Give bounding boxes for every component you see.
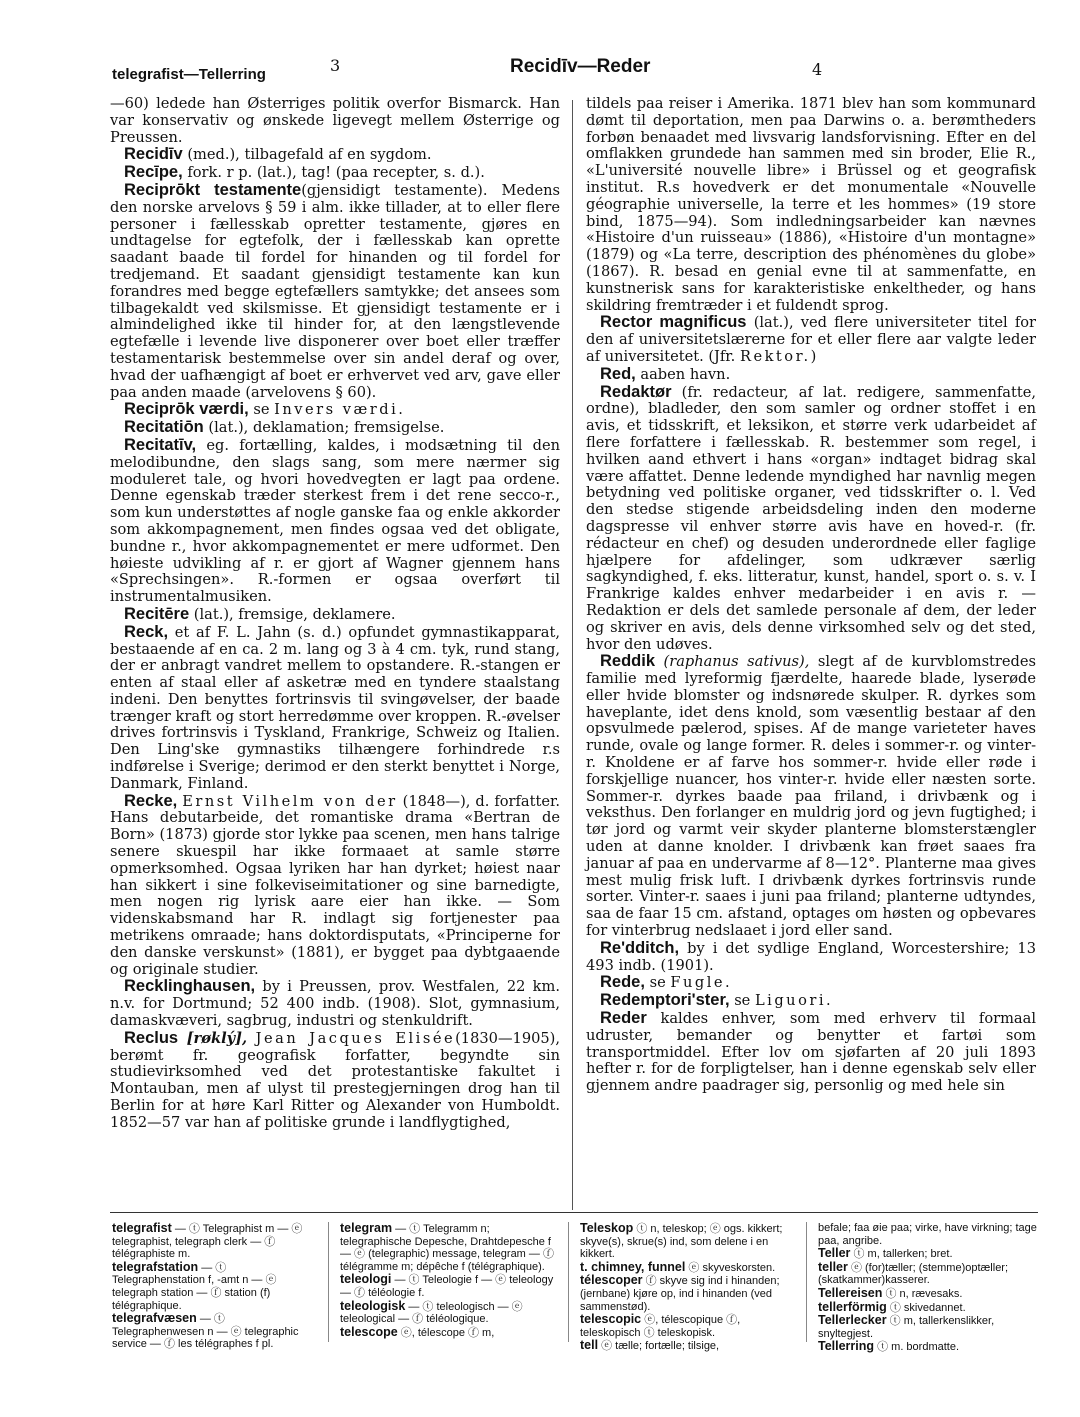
glossary-entry: Tellerring ⓣ m. bordmatte. <box>818 1339 960 1354</box>
glossary-entry: teller ⓔ (for)tæller; (stemme)optæller; (skatkammer)kasserer. <box>818 1259 1009 1287</box>
glossary-column-3 <box>580 1222 794 1353</box>
glossary-column-4 <box>818 1222 1038 1354</box>
entry-rede: Rede, se Fugle. <box>600 973 733 992</box>
headword: Recitatīv, <box>124 435 197 454</box>
entry-redditch: Re'dditch, by i det sydlige England, Worcestershire; 13 493 indb. (1901). <box>586 938 1036 974</box>
glossary-entry: telegram — ⓣ Telegramm n; telegraphische Depesche, Drahtdepesche f — ⓔ (telegraphic) message, telegram — ⓕ télégramme m; dépêche f (télégraphique). <box>340 1221 554 1273</box>
glossary-entry: télescoper ⓕ skyve sig ind i hinanden; (jernbane) kjøre op, ind i hinanden (ved sammenstød). <box>580 1273 780 1313</box>
page-header <box>0 0 1080 100</box>
headword: Reciprōkt testamente <box>124 180 302 199</box>
glossary-entry: tellerförmig ⓣ skivedannet. <box>818 1299 966 1314</box>
entry-recklinghausen: Recklinghausen, by i Preussen, prov. Westfalen, 22 km. n.v. for Dortmund; 52 400 indb. (1908). Slot, gymnasium, damaskvæveri, sagbrug, industri og stenkuldrift. <box>110 977 560 1030</box>
entry-reclus: Reclus [røklý], Jean Jacques Elisée(1830—1905), berømt fr. geografisk forfatter, begyndte sin studievirksomhed ved det protestantiske fakultet i Montauban, men af ulyst til prestegjerningen drog han til Berlin for at høre Karl Ritter og Alexander von Humboldt. 1852—57 var han af politiske grunde i landflygtighed, <box>110 1028 561 1131</box>
headword: Reclus <box>124 1028 179 1047</box>
running-head-center: Recidīv—Reder <box>510 56 651 77</box>
headword: Reddik <box>600 652 656 671</box>
headword: Reck, <box>124 622 169 641</box>
glossary-entry: tell ⓔ tælle; fortælle; tilsige, <box>580 1338 720 1353</box>
glossary-entry: telegrafvæsen — ⓣ Telegraphenwesen n — ⓔ telegraphic service — ⓕ les télégraphes f pl. <box>112 1311 299 1351</box>
entry-reck: Reck, et af F. L. Jahn (s. d.) opfundet gymnastikapparat, bestaaende af en ca. 2 m. lang og 3 à 4 cm. tyk, rund stang, der er anbragt vandret mellem to opstandere. R.-stangen er enten af staal eller af asketræ med en tyndere staalstang indeni. Den benyttes fortrinsvis til svingøvelser, der baade trænger kraft og stort herredømme over kroppen. R.-øvelser drives fortrinsvis i Tyskland, Frankrige, Schweiz og Italien. Den Ling'ske gymnastiks tilhængere forhindrede r.s indførelse i Sverige; derimod er den sterkt benyttet i Norge, Danmark, Finland. <box>110 622 560 792</box>
entry-recipe: Recīpe, fork. r p. (lat.), tag! (paa recepter, s. d.). <box>124 163 485 182</box>
glossary-entry: telescopic ⓔ, télescopique ⓕ, teleskopisch ⓣ teleskopisk. <box>580 1312 741 1339</box>
glossary-entry: Tellerlecker ⓣ m, tallerkenslikker, snyltegjest. <box>818 1313 995 1340</box>
glossary-entry: telegrafist — ⓣ Telegraphist m — ⓔ telegraphist, telegraph clerk — ⓕ télégraphiste m. <box>112 1221 303 1261</box>
glossary-entry: Teleskop ⓣ n, teleskop; ⓔ ogs. kikkert; skyve(s), skrue(s) ind, som delene i en kikkert. <box>580 1221 783 1261</box>
glossary-entry: telescope ⓔ, télescope ⓕ m, <box>340 1324 495 1339</box>
glossary-entry: teleologi — ⓣ Teleologie f — ⓔ teleology — ⓕ téléologie f. <box>340 1272 554 1299</box>
glossary-entry: befale; faa øie paa; virke, have virkning; tage paa, angribe. <box>818 1222 1037 1247</box>
person-name: Ernst Vilhelm von der <box>182 792 398 810</box>
headword: Redemptori'ster, <box>600 991 730 1010</box>
cross-reference: Fugle. <box>670 974 733 992</box>
entry-continuation: tildels paa reiser i Amerika. 1871 blev han som kommunard dømt til deportation, men paa Darwins o. a. berømtheders forbøn benaadet med livsvarig landsforvisning. Efter en del omflakken grundede han sammen med sin broder, Elie R., «L'université nouvelle libre» i Brüssel og et geografisk institut. R.s hovedverk er det monumentale «Nouvelle géographie universelle, la terre et les hommes» (19 store bind, 1875—94). Som indledningsarbeider kan nævnes «Histoire d'un ruisseau» (1886), «Histoire d'un montagne» (1879) og «La terre, description des phénomènes du globe» (1867). R. besad en genial evne til at sammenfatte, en kunstnerisk sans for karakteristiske enkeltheder, og hans skildring fremtræder i et fuldendt sprog. <box>586 95 1036 314</box>
cross-reference: Liguori. <box>754 992 834 1010</box>
glossary-entry: telegrafstation — ⓣ Telegraphenstation f, -amt n — ⓔ telegraph station — ⓕ station (f) télégraphique. <box>112 1259 277 1312</box>
latin-name: (raphanus sativus), <box>663 653 810 671</box>
headword: Recitēre <box>124 604 190 623</box>
glossary-separator <box>328 1222 329 1342</box>
headword: Recīpe, <box>124 163 183 182</box>
headword: Red, <box>600 364 636 383</box>
entry-recitativ: Recitatīv, eg. fortælling, kaldes, i modsætning til den melodibundne, den slags sang, som mere nærmer sig moduleret tale, og hvori hovedvegten er lagt paa ordene. Denne egenskab træder sterkest frem i det rene secco-r., som kun understøttes af nogle ganske faa og enkle akkorder som akkompagnement, men findes ogsaa ved det obligate, bundne r., hvor akkompagnementet er mere udformet. Den høieste udvikling af r. er gjort af Wagner gjennem hans «Sprechsingen». R.-formen er ogsaa overført til instrumentalmusiken. <box>110 435 560 606</box>
entry-redaktor: Redaktør (fr. redacteur, af lat. redigere, sammenfatte, ordne), bladleder, den som samler og ordner stoffet i en avis, et tidsskrift, et leksikon, et større verk udarbeidet af flere forfattere i fællesskab. R. bestemmer som regel, i hvilken aand ethvert i hans «organ» indtaget bidrag skal være affattet. Denne ledende myndighed har navnlig megen betydning ved politiske organer, ved tidsskrifter o. l. Ved den stedse stigende arbeidsdeling inden den moderne dagspresse vil enhver større avis have en hoved-r. (fr. rédacteur en chef) og desuden underordnede eller faglige hjælpere for afdelinger, som udkræver særlig sagkyndighed, f. eks. litteratur, kunst, handel, sport o. s. v. I Frankrige kaldes enhver medarbeider i en avis r. — Redaktion er dels det samlede personale af dem, der leder og skriver en avis, dels denne virksomhed selv og det sted, hvor den udøves. <box>586 382 1036 653</box>
headword: Recitatiōn <box>124 418 204 437</box>
glossary-separator <box>568 1222 569 1342</box>
headword: Rede, <box>600 973 645 992</box>
glossary-column-2 <box>340 1222 558 1339</box>
cross-reference: Invers værdi. <box>274 401 406 419</box>
entry-reddik: Reddik (raphanus sativus), slegt af de kurvblomstredes familie med lyreformig fjærdelte, haarede blade, lyserøde eller hvide blomster og indsnørede skulper. R. dyrkes som haveplante, idet dens knold, som væsentlig bestaar af den opsvulmede pælerod, spises. Af de mange varieteter haves runde, ovale og lange former. R. deles i sommer-r. og vinter-r. Knoldene er af farve hos sommer-r. hvide eller røde i forskjellige nuancer, hos vinter-r. hvide eller næsten sorte. Sommer-r. dyrkes baade paa friland, i drivbænk og i veksthus. Den forlanger en muldrig jord og jevn fugtighed; i tør jord og varmt veir skyder planterne blomsterstængler uden at danne knolder. I drivbænk kan frøet saaes fra januar af paa en undervarme af 8—12°. Planterne maa gives mest mulig frisk luft. I drivbænk dyrkes fortrinsvis runde sorter. Vinter-r. saaes i juni paa friland; planterne udtyndes, saa de faar 15 cm. afstand, optages om høsten og opbevares for vinterbrug nedslaaet i jord eller sand. <box>586 652 1037 940</box>
page-number-right: 4 <box>812 60 823 79</box>
entry-reciprok-vaerdi: Reciprōk værdi, se Invers værdi. <box>124 400 406 419</box>
pronunciation: [røklý], <box>186 1029 248 1047</box>
glossary-entry: t. chimney, funnel ⓔ skyveskorsten. <box>580 1259 776 1274</box>
headword: Reder <box>600 1009 647 1028</box>
page-number-left: 3 <box>330 56 341 75</box>
headword: Rector magnificus <box>600 313 747 332</box>
entry-reciprokt-testamente: Reciprōkt testamente(gjensidigt testamente). Medens den norske arvelovs § 59 i alm. ikke tillader, at to eller flere personer i fællesskab opretter testamente, gjøres en undtagelse for egtefolk, der i fællesskab kan oprette saadant baade til fordel for hinanden og til fordel for tredjemand. Et saadant gjensidigt testamente kan kun forandres med begge egtefællers samtykke; det ansees som tilbagekaldt ved skilsmisse. Et gjensidigt testamente er i almindelighed ikke til hinder for, at den længstlevende egtefælle i levende live disponerer over boet eller træffer testamentarisk bestemmelse over sin andel deraf og over, hvad der uafhængigt af boet er erhvervet ved arv, gave eller paa anden maade (arvelovens § 60). <box>110 180 560 401</box>
entry-rector-magnificus: Rector magnificus (lat.), ved flere universiteter titel for den af universitetslærerne for et eller flere aar valgte leder af universitetet. (Jfr. Rektor.) <box>586 313 1037 365</box>
person-name: Jean Jacques Elisée <box>255 1029 456 1047</box>
footer-divider <box>110 1212 1038 1213</box>
entry-redemptorister: Redemptori'ster, se Liguori. <box>600 991 834 1010</box>
headword: Reciprōk værdi, <box>124 400 249 419</box>
headword: Recidīv <box>124 145 183 164</box>
right-column <box>586 96 1036 1095</box>
entry-reder: Reder kaldes enhver, som med erhverv til formaal udruster, bemander og benytter et fartøi som transportmiddel. Efter lov om sjøfarten af 20 juli 1893 hefter r. for de forpligtelser, han i denne egenskab selv eller gjennem andre paadrager sig, personlig og med hele sin <box>586 1009 1037 1095</box>
entry-red: Red, aaben havn. <box>600 364 731 383</box>
glossary-entry: Teller ⓣ m, tallerken; bret. <box>818 1246 953 1261</box>
entry-recitation: Recitatiōn (lat.), deklamation; fremsigelse. <box>124 418 445 437</box>
headword: Re'dditch, <box>600 938 680 957</box>
entry-continuation: —60) ledede han Østerriges politik overfor Bismarck. Han var konservativ og ønskede ligevegt mellem Østerrige og Preussen. <box>110 95 560 146</box>
entry-recitere: Recitēre (lat.), fremsige, deklamere. <box>124 604 396 623</box>
cross-reference: Rektor.) <box>739 347 819 365</box>
running-head-left: telegrafist—Tellerring <box>112 66 266 83</box>
glossary-entry: teleologisk — ⓣ teleologisch — ⓔ teleological — ⓕ téléologique. <box>340 1298 523 1326</box>
glossary-column-1 <box>112 1222 318 1351</box>
glossary-separator <box>806 1222 807 1342</box>
column-divider <box>572 100 573 1210</box>
entry-recke: Recke, Ernst Vilhelm von der (1848—), d. forfatter. Hans debutarbeide, det romantiske drama «Bertran de Born» (1873) gjorde stor lykke paa scenen, men hans talrige senere skuespil har ikke formaaet at samle større opmerksomhed. Ogsaa lyriken har han dyrket; høiest naar han sikkert i sine folkeviseimitationer og sine barnedigte, men nogen rig lyrisk aare eier han ikke. — Som videnskabsmand har R. indlagt sig fortjenester paa metrikens omraade; hans doktordisputats, «Principerne for den danske verskunst» (1881), er bygget paa dybtgaaende og originale studier. <box>110 791 561 978</box>
glossary-entry: Tellereisen ⓣ n, rævesaks. <box>818 1285 963 1300</box>
headword: Recklinghausen, <box>124 977 256 996</box>
left-column <box>110 96 560 1132</box>
headword: Redaktør <box>600 382 672 401</box>
entry-recidiv: Recidīv (med.), tilbagefald af en sygdom. <box>124 145 432 164</box>
headword: Recke, <box>124 791 178 810</box>
